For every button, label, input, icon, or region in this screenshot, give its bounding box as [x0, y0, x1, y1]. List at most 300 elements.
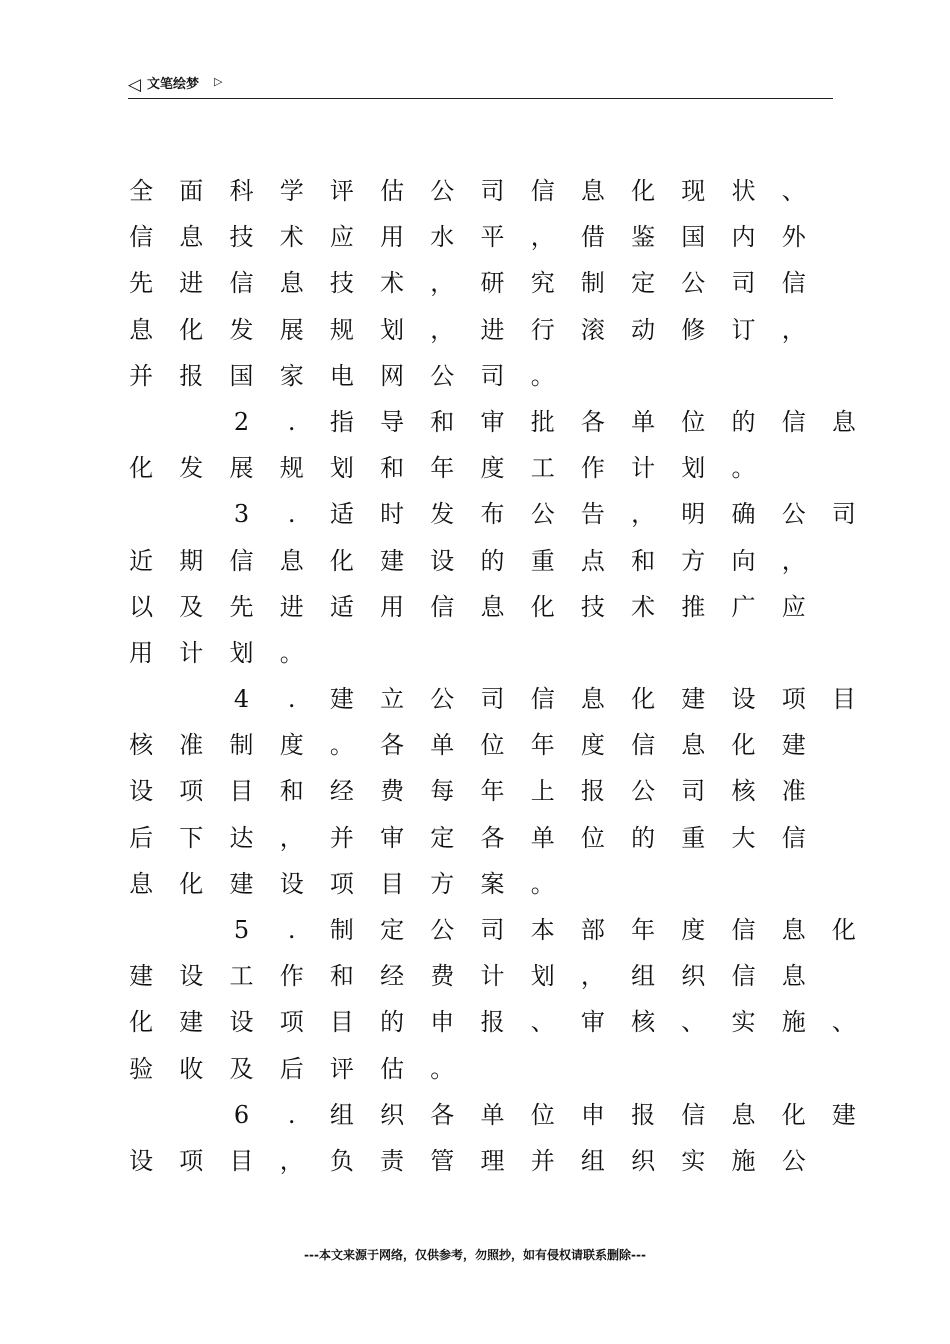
text-char: 学: [279, 177, 304, 205]
text-char: 建: [179, 1008, 204, 1037]
text-char: 案: [480, 869, 505, 898]
text-char: 建: [129, 962, 154, 991]
text-char: 位: [480, 731, 505, 760]
text-char: 明: [681, 500, 706, 529]
text-char: 规: [279, 454, 304, 483]
text-char: 息: [279, 546, 304, 575]
text-char: 展: [279, 315, 304, 344]
text-char: 项: [781, 685, 806, 714]
text-char: 化: [129, 454, 154, 483]
text-char: 项: [179, 1146, 204, 1175]
text-char: 息: [480, 592, 505, 621]
text-char: 订: [731, 315, 756, 344]
text-char: 信: [631, 731, 656, 760]
text-char: 电: [329, 361, 354, 390]
text-char: 进: [279, 592, 304, 621]
text-char: ，: [279, 1146, 304, 1175]
text-char: 网: [380, 361, 405, 390]
text-char: 建: [781, 731, 806, 760]
text-char: 化: [631, 177, 656, 205]
text-char: 司: [480, 916, 505, 944]
text-char: 滚: [580, 315, 605, 344]
text-char: 公: [430, 916, 455, 944]
text-char: 目: [831, 685, 856, 714]
text-char: 。: [530, 361, 555, 390]
text-char: 位: [681, 407, 706, 436]
text-char: 并: [129, 361, 154, 390]
text-char: 责: [380, 1146, 405, 1175]
text-char: 信: [530, 177, 555, 205]
text-char: 信: [781, 823, 806, 852]
text-char: 审: [380, 823, 405, 852]
text-char: 用: [129, 638, 154, 667]
text-char: 广: [731, 592, 756, 621]
text-char: 评: [329, 177, 354, 205]
text-char: 术: [631, 592, 656, 621]
text-char: 信: [781, 407, 806, 436]
text-char: 确: [731, 500, 756, 529]
text-char: 2: [233, 407, 250, 436]
text-char: 负: [329, 1146, 354, 1175]
text-char: 化: [631, 685, 656, 714]
text-char: 重: [530, 546, 555, 575]
text-char: 单: [430, 731, 455, 760]
text-char: 5: [233, 916, 250, 944]
text-char: 织: [380, 1100, 405, 1129]
text-char: 先: [129, 269, 154, 298]
text-char: 计: [480, 962, 505, 991]
text-char: 息: [580, 685, 605, 714]
text-char: 期: [179, 546, 204, 575]
text-char: 信: [731, 962, 756, 991]
text-char: 度: [580, 731, 605, 760]
text-line: [116, 491, 856, 537]
text-char: 时: [380, 500, 405, 529]
text-char: 计: [631, 454, 656, 483]
text-line: [116, 584, 846, 630]
text-char: ，: [430, 269, 455, 298]
text-char: 并: [329, 823, 354, 852]
text-line: [116, 307, 846, 353]
text-char: 每: [430, 777, 455, 806]
text-line: [116, 399, 856, 445]
text-char: 年: [430, 454, 455, 483]
text-char: .: [287, 500, 296, 529]
text-char: .: [287, 407, 296, 436]
header-title: 文笔绘梦: [147, 77, 200, 92]
text-char: 设: [279, 869, 304, 898]
text-char: 理: [480, 1146, 505, 1175]
left-triangle-icon: ◁: [128, 75, 142, 95]
text-char: 划: [229, 638, 254, 667]
text-line: [116, 538, 846, 584]
text-char: 全: [129, 177, 154, 205]
text-char: 息: [179, 223, 204, 252]
text-char: 建: [229, 869, 254, 898]
text-char: 和: [380, 454, 405, 483]
text-char: 单: [530, 823, 555, 852]
text-char: 公: [781, 1146, 806, 1175]
text-char: 项: [279, 1008, 304, 1037]
text-line: [116, 1046, 846, 1092]
text-char: 制: [229, 731, 254, 760]
text-char: 息: [781, 916, 806, 944]
text-char: 度: [480, 454, 505, 483]
text-char: 动: [631, 315, 656, 344]
text-char: 各: [430, 1100, 455, 1129]
text-char: ，: [631, 500, 656, 529]
text-char: 平: [480, 223, 505, 252]
text-char: 建: [380, 546, 405, 575]
text-char: 适: [329, 592, 354, 621]
text-char: 应: [329, 223, 354, 252]
text-char: 设: [229, 1008, 254, 1037]
text-char: 息: [279, 269, 304, 298]
text-char: 、: [831, 1008, 856, 1037]
text-char: 水: [430, 223, 455, 252]
text-char: 指: [329, 407, 354, 436]
text-char: 费: [380, 777, 405, 806]
text-char: 布: [480, 500, 505, 529]
text-line: [116, 768, 846, 814]
text-char: 信: [229, 269, 254, 298]
text-line: [116, 953, 846, 999]
text-line: [116, 445, 846, 491]
text-char: 化: [530, 592, 555, 621]
text-char: 。: [279, 638, 304, 667]
text-char: 6: [233, 1100, 250, 1129]
text-line: [116, 907, 856, 953]
text-char: 单: [631, 407, 656, 436]
text-char: 实: [681, 1146, 706, 1175]
text-char: 各: [380, 731, 405, 760]
text-char: ，: [430, 315, 455, 344]
text-char: 报: [580, 777, 605, 806]
text-char: 目: [229, 777, 254, 806]
text-char: 向: [731, 546, 756, 575]
text-char: 以: [129, 592, 154, 621]
text-char: 研: [480, 269, 505, 298]
text-char: 单: [480, 1100, 505, 1129]
text-char: 核: [631, 1008, 656, 1037]
text-char: 司: [480, 361, 505, 390]
text-char: 及: [179, 592, 204, 621]
text-char: 司: [480, 177, 505, 205]
text-char: 建: [681, 685, 706, 714]
text-char: 技: [229, 223, 254, 252]
text-line: [116, 168, 846, 214]
text-char: 工: [229, 962, 254, 991]
text-char: 设: [129, 777, 154, 806]
text-char: 信: [229, 546, 254, 575]
text-line: [116, 1138, 846, 1184]
text-char: 进: [480, 315, 505, 344]
text-char: 各: [480, 823, 505, 852]
text-char: 、: [681, 1008, 706, 1037]
text-char: 审: [480, 407, 505, 436]
text-char: 大: [731, 823, 756, 852]
text-line: [116, 630, 846, 676]
text-char: 用: [380, 223, 405, 252]
text-char: 作: [580, 454, 605, 483]
text-char: 内: [731, 223, 756, 252]
text-char: 设: [179, 962, 204, 991]
text-line: [116, 861, 846, 907]
text-char: 设: [430, 546, 455, 575]
text-char: 年: [631, 916, 656, 944]
text-char: 化: [179, 315, 204, 344]
text-char: 目: [329, 1008, 354, 1037]
text-char: 司: [731, 269, 756, 298]
text-char: 术: [279, 223, 304, 252]
text-char: 发: [229, 315, 254, 344]
text-char: 国: [681, 223, 706, 252]
text-char: 化: [831, 916, 856, 944]
text-line: [116, 999, 856, 1045]
text-line: [116, 1092, 856, 1138]
text-char: 息: [580, 177, 605, 205]
text-line: [116, 214, 846, 260]
text-char: 信: [781, 269, 806, 298]
text-char: 报: [631, 1100, 656, 1129]
text-char: 后: [129, 823, 154, 852]
text-char: 估: [380, 1054, 405, 1083]
text-char: 技: [329, 269, 354, 298]
text-char: 估: [380, 177, 405, 205]
text-char: 织: [631, 1146, 656, 1175]
text-char: ，: [580, 962, 605, 991]
text-char: 度: [681, 916, 706, 944]
text-char: 究: [530, 269, 555, 298]
text-char: 建: [329, 685, 354, 714]
text-char: 家: [279, 361, 304, 390]
text-char: 后: [279, 1054, 304, 1083]
text-char: 定: [430, 823, 455, 852]
text-char: 和: [631, 546, 656, 575]
text-char: 规: [329, 315, 354, 344]
text-char: 息: [781, 962, 806, 991]
text-char: 信: [681, 1100, 706, 1129]
text-char: 化: [781, 1100, 806, 1129]
text-char: 准: [781, 777, 806, 806]
text-char: 组: [329, 1100, 354, 1129]
text-char: 的: [631, 823, 656, 852]
text-char: 公: [430, 685, 455, 714]
page-header: [128, 74, 833, 99]
text-char: 各: [580, 407, 605, 436]
text-char: 。: [530, 869, 555, 898]
text-char: 司: [831, 500, 856, 529]
text-char: 申: [430, 1008, 455, 1037]
text-char: 报: [179, 361, 204, 390]
text-char: 近: [129, 546, 154, 575]
text-char: 批: [530, 407, 555, 436]
text-char: 。: [329, 731, 354, 760]
text-char: 术: [380, 269, 405, 298]
text-char: 评: [329, 1054, 354, 1083]
text-char: 划: [380, 315, 405, 344]
text-char: 方: [681, 546, 706, 575]
text-char: 划: [681, 454, 706, 483]
text-char: 设: [731, 685, 756, 714]
text-char: 上: [530, 777, 555, 806]
text-char: ，: [781, 315, 806, 344]
text-char: 本: [530, 916, 555, 944]
text-char: 息: [129, 869, 154, 898]
text-char: 及: [229, 1054, 254, 1083]
text-char: 公: [681, 269, 706, 298]
text-char: 。: [731, 454, 756, 483]
text-char: 信: [129, 223, 154, 252]
text-char: 定: [380, 916, 405, 944]
text-char: 经: [380, 962, 405, 991]
text-line: [116, 722, 846, 768]
text-char: ，: [530, 223, 555, 252]
text-char: 面: [179, 177, 204, 205]
text-char: 施: [781, 1008, 806, 1037]
text-char: 息: [129, 315, 154, 344]
text-char: 发: [430, 500, 455, 529]
text-char: 准: [179, 731, 204, 760]
text-char: 工: [530, 454, 555, 483]
text-char: 、: [781, 177, 806, 205]
text-char: 展: [229, 454, 254, 483]
text-char: 鉴: [631, 223, 656, 252]
text-char: 的: [380, 1008, 405, 1037]
text-char: 并: [530, 1146, 555, 1175]
right-triangle-icon: ▷: [214, 75, 223, 88]
text-char: 报: [480, 1008, 505, 1037]
text-char: 验: [129, 1054, 154, 1083]
text-char: 适: [329, 500, 354, 529]
page-footer: ---本文来源于网络，仅供参考，勿照抄，如有侵权请联系删除---: [304, 1248, 646, 1262]
text-char: 管: [430, 1146, 455, 1175]
text-line: [116, 260, 846, 306]
text-char: 发: [179, 454, 204, 483]
text-char: 制: [580, 269, 605, 298]
text-char: 信: [430, 592, 455, 621]
text-char: 织: [681, 962, 706, 991]
text-char: 导: [380, 407, 405, 436]
text-char: 位: [530, 1100, 555, 1129]
text-char: 进: [179, 269, 204, 298]
text-char: ，: [279, 823, 304, 852]
text-line: [116, 353, 846, 399]
text-char: 借: [580, 223, 605, 252]
text-char: 和: [279, 777, 304, 806]
text-char: 司: [681, 777, 706, 806]
text-char: 信: [731, 916, 756, 944]
text-char: 公: [430, 177, 455, 205]
text-char: 公: [530, 500, 555, 529]
text-char: 制: [329, 916, 354, 944]
text-char: 息: [731, 1100, 756, 1129]
text-char: 和: [430, 407, 455, 436]
text-char: 3: [233, 500, 250, 529]
text-char: 收: [179, 1054, 204, 1083]
text-char: .: [287, 916, 296, 944]
text-char: 达: [229, 823, 254, 852]
text-char: 用: [380, 592, 405, 621]
text-char: 计: [179, 638, 204, 667]
text-line: [116, 676, 856, 722]
text-char: 技: [580, 592, 605, 621]
text-char: 先: [229, 592, 254, 621]
text-char: 设: [129, 1146, 154, 1175]
text-char: 推: [681, 592, 706, 621]
text-char: 点: [580, 546, 605, 575]
text-char: 息: [681, 731, 706, 760]
text-char: 划: [329, 454, 354, 483]
text-char: 。: [430, 1054, 455, 1083]
text-char: 化: [329, 546, 354, 575]
text-char: 化: [129, 1008, 154, 1037]
text-char: 科: [229, 177, 254, 205]
text-char: 、: [530, 1008, 555, 1037]
text-char: 化: [179, 869, 204, 898]
text-char: 组: [631, 962, 656, 991]
text-char: 公: [430, 361, 455, 390]
text-char: 项: [179, 777, 204, 806]
text-char: 项: [329, 869, 354, 898]
text-char: 目: [229, 1146, 254, 1175]
text-char: 年: [480, 777, 505, 806]
text-char: 应: [781, 592, 806, 621]
text-line: [116, 815, 846, 861]
document-body: [116, 168, 856, 1184]
text-char: 部: [580, 916, 605, 944]
text-char: 定: [631, 269, 656, 298]
text-char: 组: [580, 1146, 605, 1175]
text-char: 方: [430, 869, 455, 898]
text-char: 国: [229, 361, 254, 390]
text-char: 申: [580, 1100, 605, 1129]
text-char: 经: [329, 777, 354, 806]
text-char: ，: [781, 546, 806, 575]
text-char: 核: [129, 731, 154, 760]
text-char: 核: [731, 777, 756, 806]
text-char: 实: [731, 1008, 756, 1037]
text-char: 立: [380, 685, 405, 714]
text-char: 修: [681, 315, 706, 344]
text-char: 目: [380, 869, 405, 898]
text-char: 息: [831, 407, 856, 436]
text-char: 的: [731, 407, 756, 436]
text-char: .: [287, 685, 296, 714]
text-char: 重: [681, 823, 706, 852]
text-char: 公: [781, 500, 806, 529]
text-char: 费: [430, 962, 455, 991]
text-char: 现: [681, 177, 706, 205]
text-char: 信: [530, 685, 555, 714]
text-char: 化: [731, 731, 756, 760]
text-char: 行: [530, 315, 555, 344]
text-char: 司: [480, 685, 505, 714]
text-char: 外: [781, 223, 806, 252]
text-char: 状: [731, 177, 756, 205]
text-char: 审: [580, 1008, 605, 1037]
text-char: 年: [530, 731, 555, 760]
text-char: .: [287, 1100, 296, 1129]
text-char: 4: [233, 685, 250, 714]
text-char: 位: [580, 823, 605, 852]
text-char: 告: [580, 500, 605, 529]
text-char: 公: [631, 777, 656, 806]
text-char: 建: [831, 1100, 856, 1129]
text-char: 划: [530, 962, 555, 991]
text-char: 的: [480, 546, 505, 575]
text-char: 下: [179, 823, 204, 852]
